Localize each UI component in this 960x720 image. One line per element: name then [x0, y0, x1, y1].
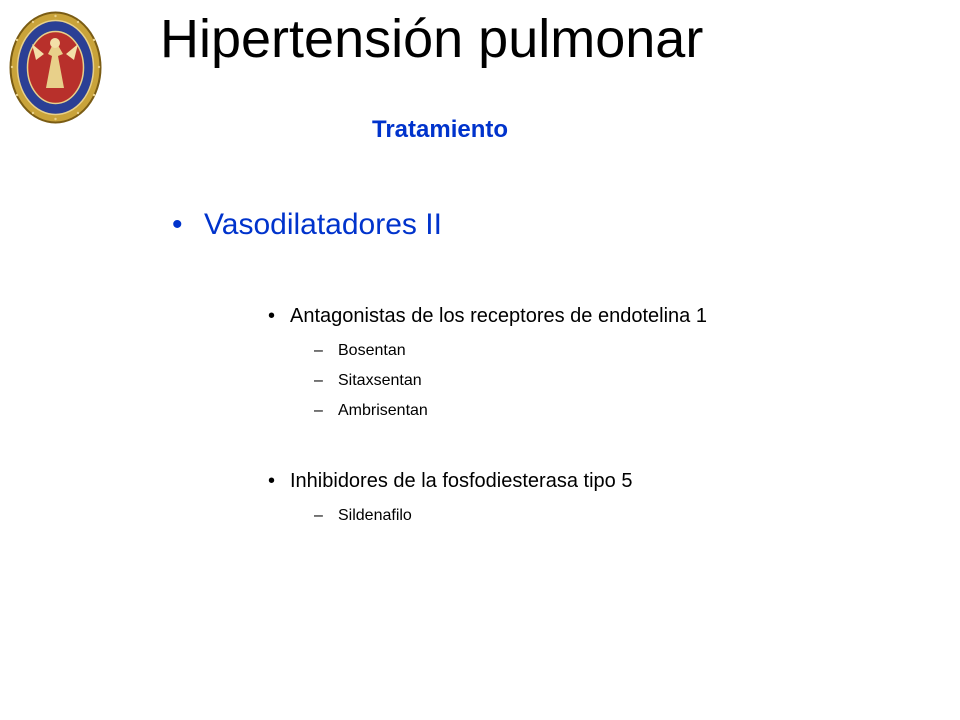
bullet-marker: • — [172, 208, 183, 241]
main-bullet-text: Vasodilatadores II — [204, 208, 442, 241]
list-item-text: Bosentan — [338, 342, 406, 359]
group-heading-text: Inhibidores de la fosfodiesterasa tipo 5 — [290, 470, 633, 492]
group-heading — [268, 467, 632, 495]
list-item-text: Sitaxsentan — [338, 372, 422, 389]
list-item — [314, 505, 412, 527]
group-heading — [268, 302, 707, 330]
list-item-text: Sildenafilo — [338, 507, 412, 524]
main-bullet — [172, 205, 442, 245]
dash-marker: – — [314, 342, 323, 359]
list-item — [314, 370, 422, 392]
list-item-text: Ambrisentan — [338, 402, 428, 419]
dash-marker: – — [314, 372, 323, 389]
bullet-marker: • — [268, 470, 276, 492]
bullet-marker: • — [268, 305, 276, 327]
list-item — [314, 340, 406, 362]
dash-marker: – — [314, 507, 323, 524]
slide-subtitle: Tratamiento — [372, 116, 509, 143]
university-seal-icon — [8, 10, 103, 125]
list-item — [314, 400, 428, 422]
dash-marker: – — [314, 402, 323, 419]
slide-title: Hipertensión pulmonar — [160, 9, 704, 69]
group-heading-text: Antagonistas de los receptores de endotelina 1 — [290, 305, 707, 327]
